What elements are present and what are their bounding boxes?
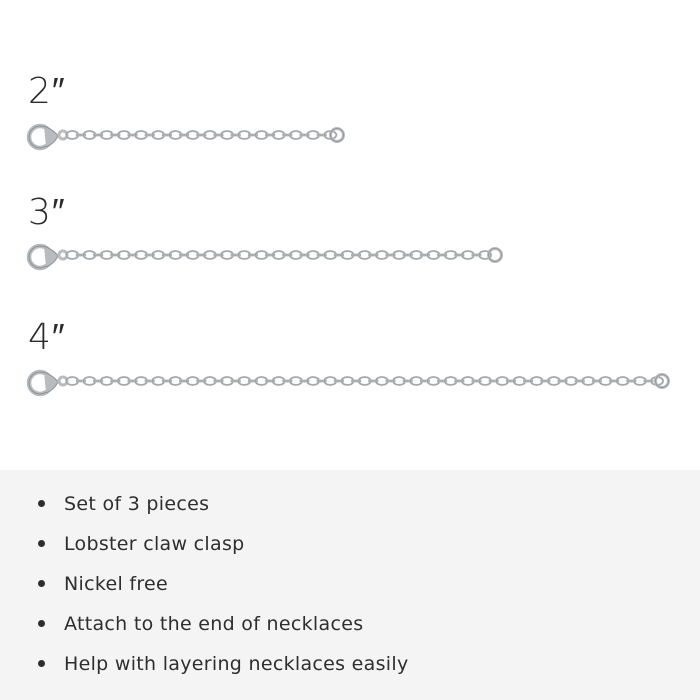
feature-text: Lobster claw clasp [64, 533, 245, 555]
feature-item [36, 650, 409, 690]
feature-item [36, 570, 409, 610]
chain-links [66, 251, 491, 259]
feature-item [36, 610, 409, 650]
feature-text: Nickel free [64, 573, 169, 595]
length-label-4in: 4″ [28, 317, 66, 358]
bullet-icon [38, 500, 45, 507]
bullet-icon [38, 540, 45, 547]
chain-extender-3in [0, 238, 700, 278]
lobster-clasp-icon [29, 246, 67, 268]
feature-text: Attach to the end of necklaces [64, 613, 364, 635]
bullet-icon [38, 660, 45, 667]
length-label-3in: 3″ [28, 192, 66, 233]
end-ring-icon [656, 375, 669, 388]
feature-item [36, 530, 409, 570]
chain-links [66, 131, 336, 139]
bullet-icon [38, 580, 45, 587]
bullet-icon [38, 620, 45, 627]
feature-item [36, 490, 409, 530]
lobster-clasp-icon [29, 126, 67, 148]
chain-links [66, 377, 663, 385]
feature-text: Help with layering necklaces easily [64, 653, 409, 675]
features-panel [0, 470, 700, 700]
chain-extender-4in [0, 364, 700, 404]
feature-text: Set of 3 pieces [64, 493, 210, 515]
chain-extender-2in [0, 118, 700, 158]
lobster-clasp-icon [29, 372, 67, 394]
length-label-2in: 2″ [28, 71, 66, 112]
features-list [36, 490, 409, 690]
